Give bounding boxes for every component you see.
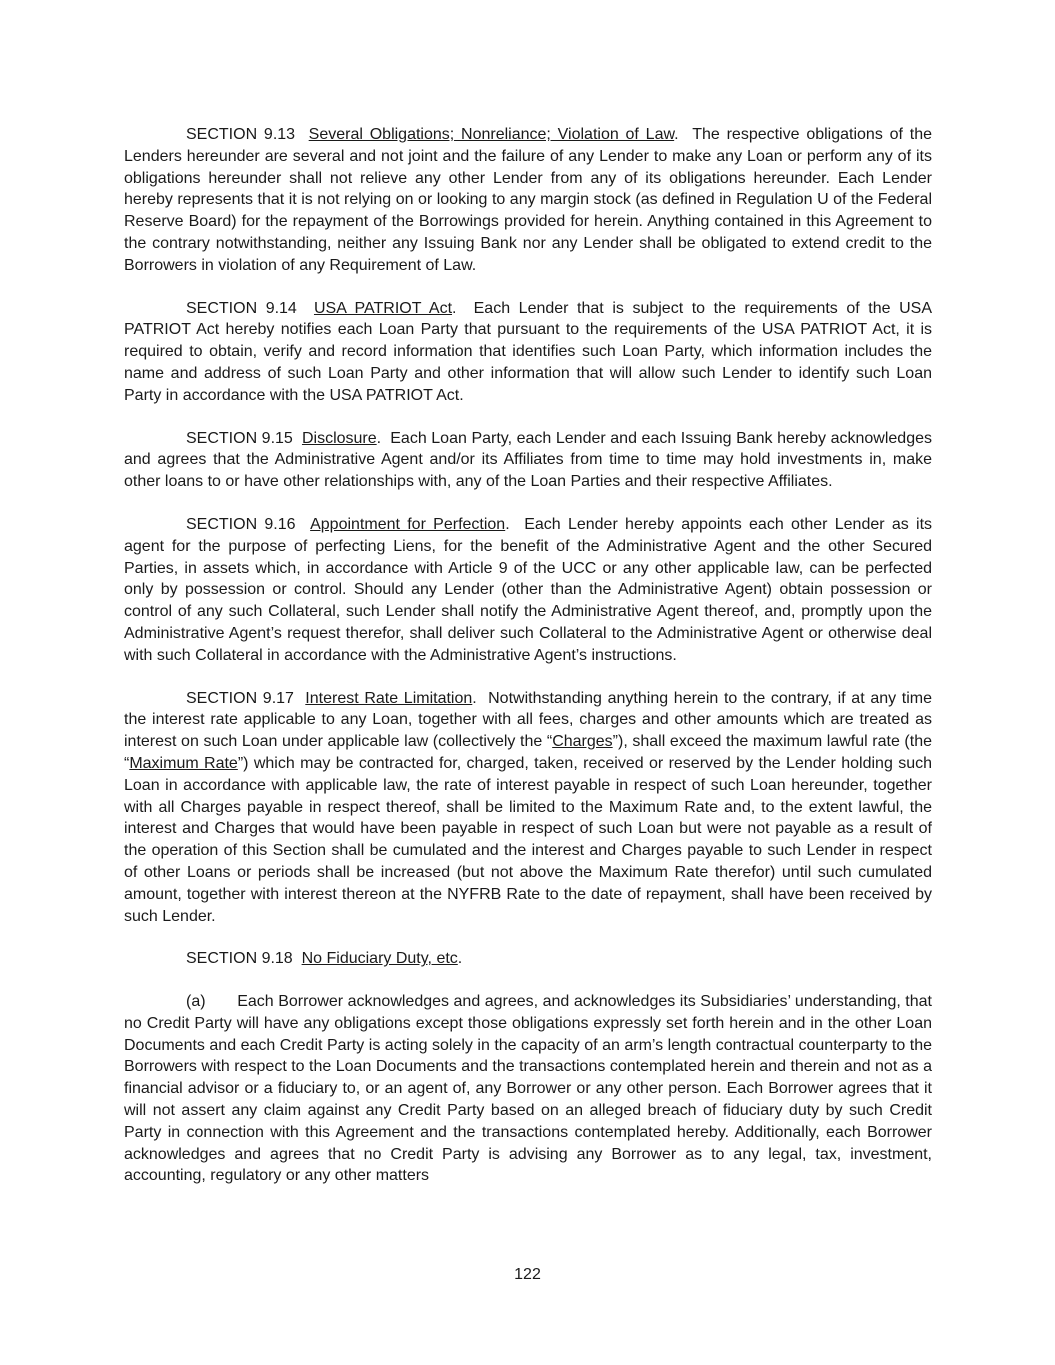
section-title: Disclosure — [301, 429, 377, 447]
section-title: No Fiduciary Duty, etc — [301, 950, 458, 968]
defined-term-maximum-rate: Maximum Rate — [129, 754, 238, 772]
section-9-16: SECTION 9.16 Appointment for Perfection. Each Lender hereby appoints each other Lender as its agent for the purpose of perfecting Liens, for the benefit of the Administrative Agent and the other Secured Parties, in assets which, in accordance with Article 9 of the UCC or any other applicable law, can be perfected only by possession or control. Should any Lender (other than the Administrative Agent) obtain possession or control of any such Collateral, such Lender shall notify the Administrative Agent thereof, and, promptly upon the Administrative Agent’s request therefor, shall deliver such Collateral to the Administrative Agent or otherwise deal with such Collateral in accordance with the Administrative Agent’s instructions. — [124, 515, 933, 664]
section-body-part: ”) which may be contracted for, charged, taken, received or reserved by the Lender holding such Loan in accordance with applicable law, the rate of interest payable in respect of such Loan hereunder, together with all Charges payable in respect thereof, shall be limited to the Maximum Rate and, to the extent lawful, the interest and Charges that would have been payable in respect of such Loan but were not payable as a result of the operation of this Section shall be cumulated and the interest and Charges payable to such Lender in respect of other Loans or periods shall be increased (but not above the Maximum Rate therefor) until such cumulated amount, together with interest thereon at the NYFRB Rate to the date of repayment, shall have been received by such Lender. — [124, 754, 933, 925]
section-9-18-heading: SECTION 9.18 No Fiduciary Duty, etc. — [186, 950, 463, 968]
section-9-13: SECTION 9.13 Several Obligations; Nonreliance; Violation of Law. The respective obligations of the Lenders hereunder are several and not joint and the failure of any Lender to make any Loan or perform any of its obligations hereunder shall not relieve any other Lender from any of its obligations hereunder. Each Lender hereby represents that it is not relying on or looking to any margin stock (as defined in Regulation U of the Federal Reserve Board) for the repayment of the Borrowings provided for herein. Anything contained in this Agreement to the contrary notwithstanding, neither any Issuing Bank nor any Lender shall be obligated to extend credit to the Borrowers in violation of any Requirement of Law. — [124, 126, 933, 274]
section-number: SECTION 9.14 — [186, 299, 297, 317]
section-body: The respective obligations of the Lenders hereunder are several and not joint and the failure of any Lender to make any Loan or perform any of its obligations hereunder shall not relieve any other Lender from any of its obligations hereunder. Each Lender hereby represents that it is not relying on or looking to any margin stock (as defined in Regulation U of the Federal Reserve Board) for the repayment of the Borrowings provided for herein. Anything contained in this Agreement to the contrary notwithstanding, neither any Issuing Bank nor any Lender shall be obligated to extend credit to the Borrowers in violation of any Requirement of Law. — [124, 126, 933, 274]
section-9-17: SECTION 9.17 Interest Rate Limitation. Notwithstanding anything herein to the contrary, if at any time the interest rate applicable to any Loan, together with all fees, charges and other amounts which are treated as interest on such Loan under applicable law (collectively the “Charges”), shall exceed the maximum lawful rate (the “Maximum Rate”) which may be contracted for, charged, taken, received or reserved by the Lender holding such Loan in accordance with applicable law, the rate of interest payable in respect of such Loan hereunder, together with all Charges payable in respect thereof, shall be limited to the Maximum Rate and, to the extent lawful, the interest and Charges that would have been payable in respect of such Loan but were not payable as a result of the operation of this Section shall be cumulated and the interest and Charges payable to such Lender in respect of other Loans or periods shall be increased (but not above the Maximum Rate therefor) until such cumulated amount, together with interest thereon at the NYFRB Rate to the date of repayment, shall have been received by such Lender. — [124, 689, 933, 925]
section-body-part: Notwithstanding anything herein to the contrary, if at any time the interest rate applicable to any Loan, together with all fees, charges and other amounts which are treated as interest on such Loan under applicable law (collectively the “ — [124, 689, 933, 751]
section-title: USA PATRIOT Act — [313, 299, 453, 317]
section-9-14: SECTION 9.14 USA PATRIOT Act. Each Lender that is subject to the requirements of the USA PATRIOT Act hereby notifies each Loan Party that pursuant to the requirements of the USA PATRIOT Act, it is required to obtain, verify and record information that identifies such Loan Party, which information includes the name and address of such Loan Party and other information that will allow such Lender to identify such Loan Party in accordance with the USA PATRIOT Act. — [124, 299, 932, 404]
page-number: 122 — [514, 1266, 541, 1283]
section-number: SECTION 9.15 — [186, 429, 293, 447]
item-label: (a) — [186, 993, 206, 1011]
section-body-part: ”), shall exceed the maximum lawful rate (the “ — [124, 733, 933, 772]
section-9-18-item-a — [124, 991, 932, 1187]
section-number: SECTION 9.16 — [186, 515, 296, 533]
section-title: Interest Rate Limitation — [305, 689, 473, 707]
section-9-15: SECTION 9.15 Disclosure. Each Loan Party, each Lender and each Issuing Bank hereby acknowledges and agrees that the Administrative Agent and/or its Affiliates from time to time may hold investments in, make other loans to or have other relationships with, any of the Loan Parties and their respective Affiliates. — [124, 429, 932, 491]
section-body: Each Lender that is subject to the requirements of the USA PATRIOT Act hereby notifies each Loan Party that pursuant to the requirements of the USA PATRIOT Act, it is required to obtain, verify and record information that identifies such Loan Party, which information includes the name and address of such Loan Party and other information that will allow such Lender to identify such Loan Party in accordance with the USA PATRIOT Act. — [124, 299, 932, 404]
defined-term-charges: Charges — [552, 733, 613, 751]
section-number: SECTION 9.18 — [186, 950, 293, 968]
section-body: Each Lender hereby appoints each other Lender as its agent for the purpose of perfecting Liens, for the benefit of the Administrative Agent and the other Secured Parties, in assets which, in accordance with Article 9 of the UCC or any other applicable law, can be perfected only by possession or control. Should any Lender (other than the Administrative Agent) obtain possession or control of any such Collateral, such Lender shall notify the Administrative Agent thereof, and, promptly upon the Administrative Agent’s request therefor, shall deliver such Collateral to the Administrative Agent or otherwise deal with such Collateral in accordance with the Administrative Agent’s instructions. — [124, 515, 933, 664]
section-number: SECTION 9.17 — [186, 689, 294, 707]
item-body: Each Borrower acknowledges and agrees, and acknowledges its Subsidiaries’ understanding, that no Credit Party will have any obligations except those obligations expressly set forth herein and in the other Loan Documents and each Credit Party is acting solely in the capacity of an arm’s length contractual counterparty to the Borrowers with respect to the Loan Documents and the transactions contemplated herein and therein and not as a financial advisor or a fiduciary to, or an agent of, any Borrower or any other person. Each Borrower agrees that it will not assert any claim against any Credit Party based on an alleged breach of fiduciary duty by such Credit Party in connection with this Agreement and the transactions contemplated hereby. Additionally, each Borrower acknowledges and agrees that no Credit Party is advising any Borrower as to any legal, tax, investment, accounting, regulatory or any other matters — [124, 993, 932, 1185]
section-number: SECTION 9.13 — [186, 126, 296, 143]
section-title: Several Obligations; Nonreliance; Violation of Law — [308, 126, 675, 143]
section-title: Appointment for Perfection — [310, 515, 506, 533]
document-page — [124, 124, 932, 1208]
section-body: Each Loan Party, each Lender and each Issuing Bank hereby acknowledges and agrees that the Administrative Agent and/or its Affiliates from time to time may hold investments in, make other loans to or have other relationships with, any of the Loan Parties and their respective Affiliates. — [124, 429, 932, 491]
